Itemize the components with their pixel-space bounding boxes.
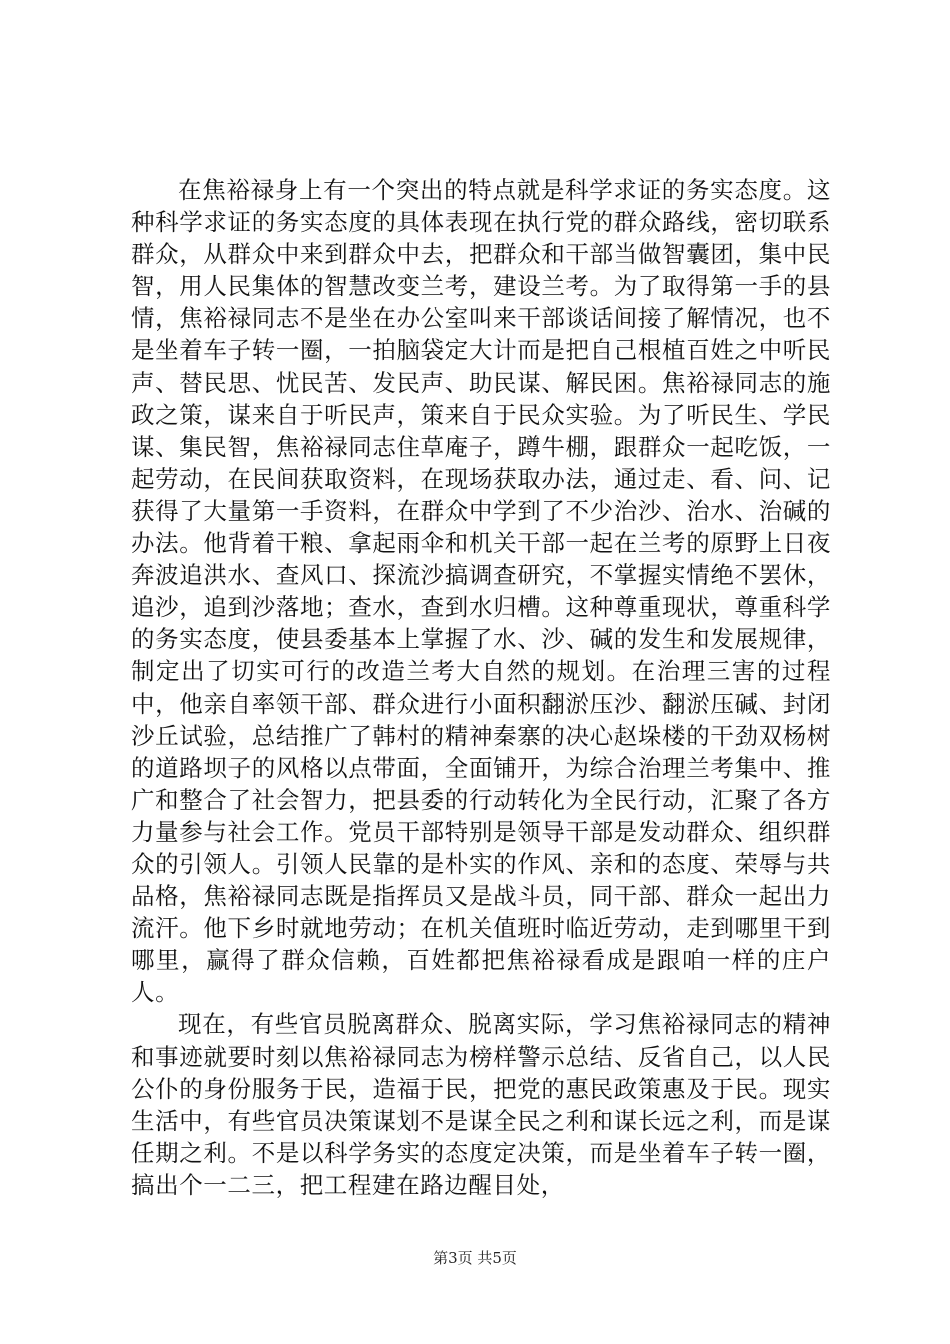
page-footer: 第3页 共5页 (433, 1249, 517, 1267)
paragraph-2: 现在，有些官员脱离群众、脱离实际，学习焦裕禄同志的精神和事迹就要时刻以焦裕禄同志为榜样警示总结、反省自己，以人民公仆的身份服务于民，造福于民，把党的惠民政策惠及于民。现实生活中，有些官员决策谋划不是谋全民之利和谋长远之利，而是谋任期之利。不是以科学务实的态度定决策，而是坐着车子转一圈，搞出个一二三，把工程建在路边醒目处， (131, 1010, 831, 1199)
paragraph-1: 在焦裕禄身上有一个突出的特点就是科学求证的务实态度。这种科学求证的务实态度的具体表现在执行党的群众路线，密切联系群众，从群众中来到群众中去，把群众和干部当做智囊团，集中民智，用人民集体的智慧改变兰考，建设兰考。为了取得第一手的县情，焦裕禄同志不是坐在办公室叫来干部谈话间接了解情况，也不是坐着车子转一圈，一拍脑袋定大计而是把自己根植百姓之中听民声、替民思、忧民苦、发民声、助民谋、解民困。焦裕禄同志的施政之策，谋来自于听民声，策来自于民众实验。为了听民生、学民谋、集民智，焦裕禄同志住草庵子，蹲牛棚，跟群众一起吃饭，一起劳动，在民间获取资料，在现场获取办法，通过走、看、问、记获得了大量第一手资料，在群众中学到了不少治沙、治水、治碱的办法。他背着干粮、拿起雨伞和机关干部一起在兰考的原野上日夜奔波追洪水、查风口、探流沙搞调查研究，不掌握实情绝不罢休，追沙，追到沙落地；查水，查到水归槽。这种尊重现状，尊重科学的务实态度，使县委基本上掌握了水、沙、碱的发生和发展规律，制定出了切实可行的改造兰考大自然的规划。在治理三害的过程中，他亲自率领干部、群众进行小面积翻淤压沙、翻淤压碱、封闭沙丘试验，总结推广了韩村的精神秦寨的决心赵垛楼的干劲双杨树的道路坝子的风格以点带面，全面铺开，为综合治理兰考集中、推广和整合了社会智力，把县委的行动转化为全民行动，汇聚了各方力量参与社会工作。党员干部特别是领导干部是发动群众、组织群众的引领人。引领人民靠的是朴实的作风、亲和的态度、荣辱与共品格，焦裕禄同志既是指挥员又是战斗员，同干部、群众一起出力流汗。他下乡时就地劳动；在机关值班时临近劳动，走到哪里干到哪里，赢得了群众信赖，百姓都把焦裕禄看成是跟咱一样的庄户人。 (131, 176, 831, 1007)
document-body (131, 174, 831, 1201)
